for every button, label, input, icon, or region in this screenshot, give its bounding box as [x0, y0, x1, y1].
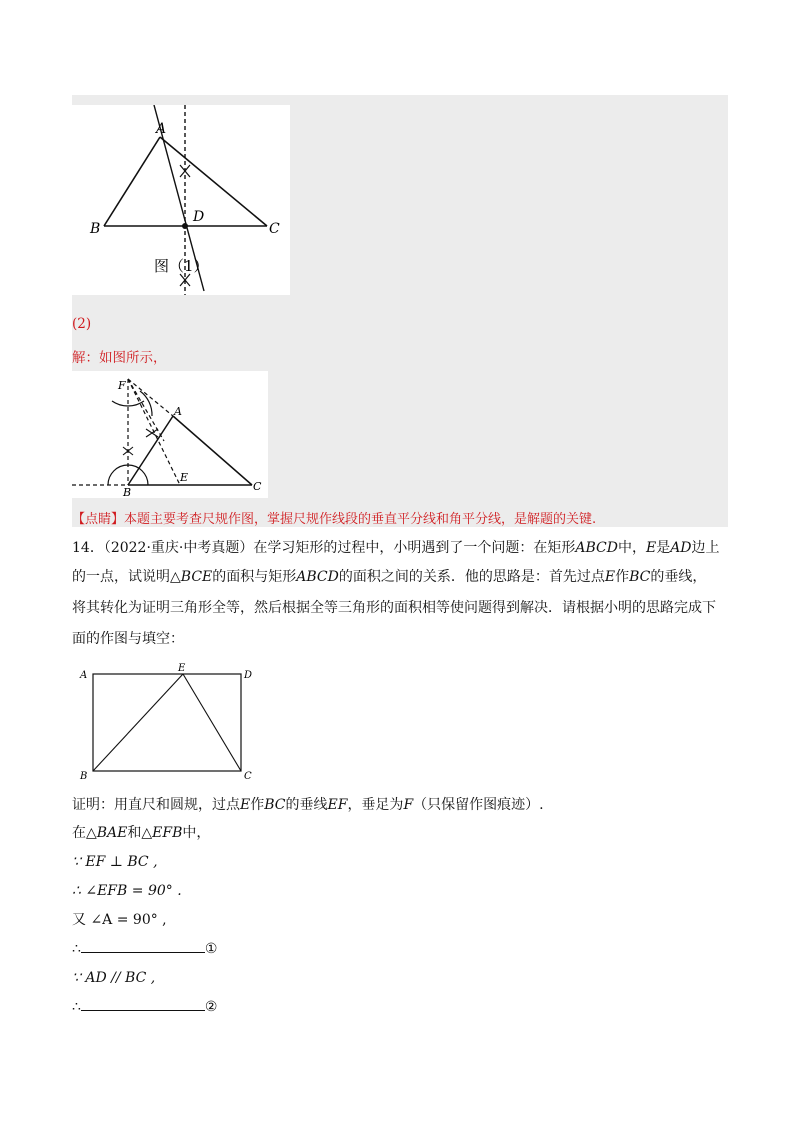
proof-text: （只保留作图痕迹）. — [413, 797, 544, 813]
proof-line-4: ∴ ∠EFB = 90° . — [72, 883, 182, 899]
proof-text: 的垂线 — [285, 797, 328, 813]
therefore-symbol: ∴ — [72, 999, 81, 1015]
segment-ec — [183, 674, 241, 771]
proof-line-5: 又 ∠A = 90° , — [72, 912, 167, 928]
math-bc: BC — [264, 797, 286, 813]
math-e: E — [604, 569, 616, 585]
math-efb: △EFB — [141, 825, 183, 841]
segment-ab — [104, 137, 160, 226]
label-b: B — [90, 221, 101, 237]
q14-line-4: 面的作图与填空： — [72, 631, 184, 647]
q14-text: 边上 — [691, 540, 720, 556]
math-bae: △BAE — [86, 825, 128, 841]
label-d: D — [244, 670, 253, 681]
segment-eb — [93, 674, 183, 771]
label-c: C — [253, 480, 262, 493]
figure-2-svg — [72, 371, 268, 498]
proof-line-2 — [72, 823, 210, 843]
arc-mark — [146, 429, 158, 437]
q14-line-3: 将其转化为证明三角形全等，然后根据全等三角形的面积相等使问题得到解决．请根据小明的思路完成下 — [72, 600, 716, 616]
figure-3 — [76, 662, 266, 782]
segment-ac — [160, 137, 267, 226]
q14-text: 14．（2022·重庆·中考真题）在学习矩形的过程中，小明遇到了一个问题：在矩形 — [72, 540, 576, 556]
math-abcd: ABCD — [296, 569, 339, 585]
figure-1-caption: 图（1） — [154, 257, 209, 275]
proof-line-8 — [72, 997, 217, 1017]
proof-line-1 — [72, 795, 544, 815]
therefore-symbol: ∴ — [72, 941, 81, 957]
figure-1 — [72, 105, 290, 295]
math-bc: BC — [629, 569, 651, 585]
proof-line-7: ∵ AD // BC , — [72, 970, 156, 986]
label-e: E — [178, 663, 186, 674]
math-e: E — [645, 540, 657, 556]
circled-number-2: ② — [204, 999, 218, 1015]
rectangle-abcd — [93, 674, 241, 771]
figure-2 — [72, 371, 268, 498]
proof-text: 证明：用直尺和圆规，过点 — [72, 797, 240, 813]
proof-line-3: ∵ EF ⊥ BC , — [72, 854, 158, 870]
label-e: E — [180, 471, 189, 484]
blank-answer-1[interactable] — [81, 940, 205, 953]
label-a: A — [156, 121, 167, 137]
q14-line-2 — [72, 567, 706, 587]
label-c: C — [269, 221, 280, 237]
proof-text: ，垂足为 — [347, 797, 404, 813]
arc-mark-vertical — [123, 447, 133, 455]
label-c: C — [244, 771, 252, 782]
label-a: A — [80, 670, 88, 681]
q14-text: 的面积之间的关系．他的思路是：首先过点 — [338, 569, 605, 585]
figure-1-svg — [72, 105, 290, 295]
math-ef: EF — [327, 797, 348, 813]
q14-text: 是 — [656, 540, 671, 556]
dashed-bisector — [128, 379, 164, 441]
math-abcd: ABCD — [575, 540, 618, 556]
q14-text: 的面积与矩形 — [212, 569, 297, 585]
q14-text: 作 — [615, 569, 630, 585]
dashed-fa — [128, 379, 173, 416]
proof-text: 在 — [72, 825, 86, 841]
part-2-number: (2) — [72, 316, 92, 332]
math-bce: △BCE — [170, 569, 213, 585]
proof-text: 中， — [182, 825, 211, 841]
label-a: A — [174, 405, 182, 418]
segment-ba — [128, 416, 173, 485]
label-f: F — [118, 379, 126, 392]
math-e: E — [240, 797, 251, 813]
arc-base — [108, 465, 148, 485]
label-b: B — [80, 771, 88, 782]
q14-text: 的一点，试说明 — [72, 569, 170, 585]
q14-text: 中， — [617, 540, 646, 556]
circled-number-1: ① — [204, 941, 218, 957]
math-ad: AD — [670, 540, 692, 556]
blank-answer-2[interactable] — [81, 998, 205, 1011]
part-2-solution: 解：如图所示， — [72, 350, 167, 366]
proof-text: 作 — [250, 797, 265, 813]
q14-text: 的垂线， — [650, 569, 707, 585]
point-d — [182, 223, 188, 229]
figure-3-svg — [76, 662, 266, 782]
math-f: F — [403, 797, 414, 813]
label-b: B — [123, 486, 132, 498]
proof-text: 和 — [127, 825, 142, 841]
q14-line-1 — [72, 538, 720, 558]
label-d: D — [193, 209, 205, 225]
comment-note: 【点睛】本题主要考查尺规作图，掌握尺规作线段的垂直平分线和角平分线，是解题的关键. — [72, 512, 597, 527]
proof-line-6 — [72, 939, 217, 959]
